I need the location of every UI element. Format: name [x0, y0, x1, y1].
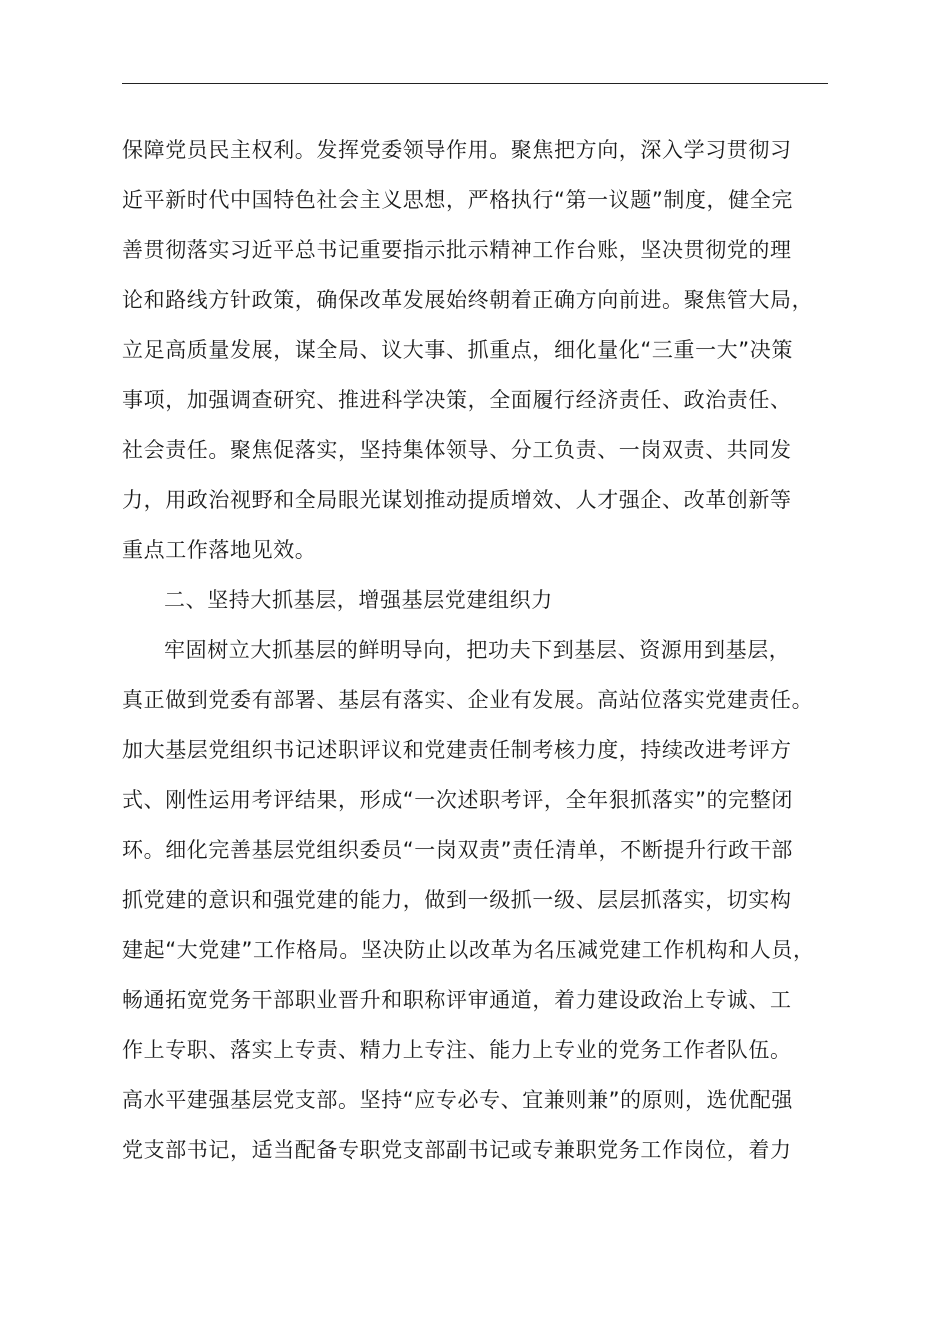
body-text: [122, 125, 832, 1175]
text-line: 真正做到党委有部署、基层有落实、企业有发展。高站位落实党建责任。: [122, 688, 814, 712]
text-line: 重点工作落地见效。: [122, 538, 317, 562]
text-line: 式、刚性运用考评结果，形成“一次述职考评，全年狠抓落实”的完整闭: [122, 788, 793, 812]
text-line: 加大基层党组织书记述职评议和党建责任制考核力度，持续改进考评方: [122, 738, 792, 762]
text-line: 建起“大党建”工作格局。坚决防止以改革为名压减党建工作机构和人员，: [122, 938, 815, 962]
text-line: 畅通拓宽党务干部职业晋升和职称评审通道，着力建设政治上专诚、工: [122, 988, 792, 1012]
text-line: 立足高质量发展，谋全局、议大事、抓重点，细化量化“三重一大”决策: [122, 338, 793, 362]
text-line: 社会责任。聚焦促落实，坚持集体领导、分工负责、一岗双责、共同发: [122, 438, 792, 462]
header-rule: [122, 83, 828, 84]
text-line: 高水平建强基层党支部。坚持“应专必专、宜兼则兼”的原则，选优配强: [122, 1088, 793, 1112]
text-line: 善贯彻落实习近平总书记重要指示批示精神工作台账，坚决贯彻党的理: [122, 238, 792, 262]
text-line: 牢固树立大抓基层的鲜明导向，把功夫下到基层、资源用到基层，: [164, 638, 791, 662]
text-line: 保障党员民主权利。发挥党委领导作用。聚焦把方向，深入学习贯彻习: [122, 138, 792, 162]
text-line: 环。细化完善基层党组织委员“一岗双责”责任清单，不断提升行政干部: [122, 838, 793, 862]
text-line: 近平新时代中国特色社会主义思想，严格执行“第一议题”制度，健全完: [122, 188, 793, 212]
text-line: 党支部书记，适当配备专职党支部副书记或专兼职党务工作岗位，着力: [122, 1138, 792, 1162]
text-line: 二、坚持大抓基层，增强基层党建组织力: [164, 588, 553, 612]
text-line: 作上专职、落实上专责、精力上专注、能力上专业的党务工作者队伍。: [122, 1038, 792, 1062]
text-line: 力，用政治视野和全局眼光谋划推动提质增效、人才强企、改革创新等: [122, 488, 792, 512]
text-line: 论和路线方针政策，确保改革发展始终朝着正确方向前进。聚焦管大局，: [122, 288, 814, 312]
text-line: 事项，加强调查研究、推进科学决策，全面履行经济责任、政治责任、: [122, 388, 792, 412]
text-line: 抓党建的意识和强党建的能力，做到一级抓一级、层层抓落实，切实构: [122, 888, 792, 912]
